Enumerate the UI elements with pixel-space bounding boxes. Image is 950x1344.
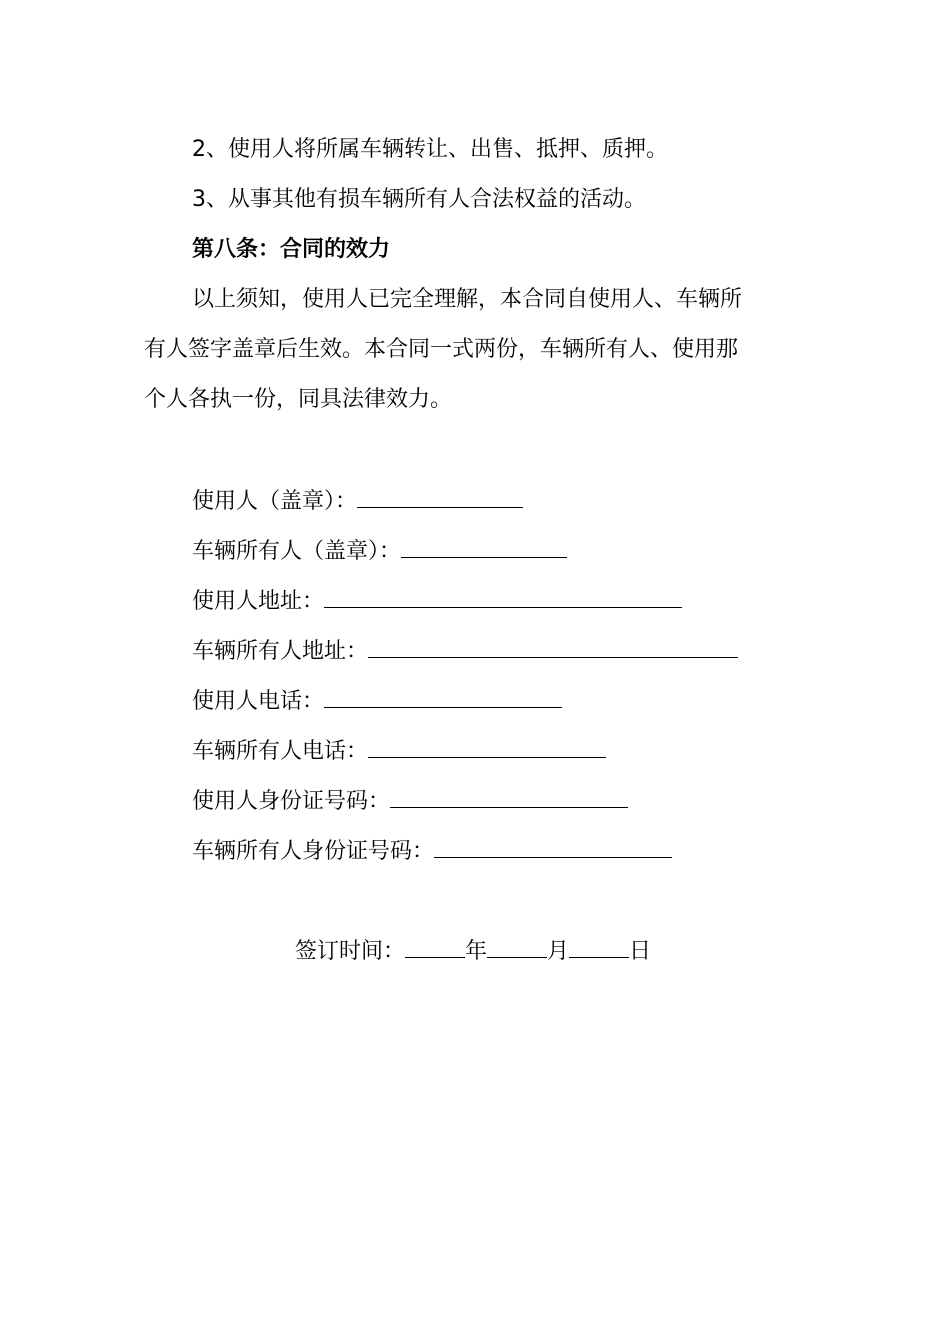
- owner-seal-label: 车辆所有人（盖章）：: [192, 539, 402, 564]
- user-address-label: 使用人地址：: [192, 589, 325, 614]
- signing-day-blank[interactable]: [569, 935, 629, 958]
- owner-phone-field: [192, 735, 606, 765]
- article-8-line-3: 个人各执一份，同具法律效力。: [144, 387, 453, 412]
- owner-seal-field: [192, 535, 567, 565]
- owner-address-field: [192, 635, 738, 665]
- user-id-label: 使用人身份证号码：: [192, 789, 391, 814]
- user-phone-field: [192, 685, 562, 715]
- user-id-field: [192, 785, 628, 815]
- owner-address-blank[interactable]: [368, 635, 738, 658]
- signing-date-label: 签订时间：: [295, 939, 406, 964]
- signing-year-blank[interactable]: [405, 935, 465, 958]
- owner-id-field: [192, 835, 672, 865]
- user-id-blank[interactable]: [390, 785, 628, 808]
- signing-date: [295, 935, 651, 965]
- article-8-title: 第八条：合同的效力: [192, 237, 391, 262]
- signing-month-unit: 月: [547, 939, 570, 964]
- signing-day-unit: 日: [629, 939, 652, 964]
- article-8-line-2: 有人签字盖章后生效。本合同一式两份，车辆所有人、使用那: [144, 337, 739, 362]
- owner-seal-blank[interactable]: [401, 535, 567, 558]
- signing-month-blank[interactable]: [487, 935, 547, 958]
- clause-item-2: 2、使用人将所属车辆转让、出售、抵押、质押。: [192, 137, 668, 162]
- user-seal-blank[interactable]: [357, 485, 523, 508]
- owner-phone-label: 车辆所有人电话：: [192, 739, 369, 764]
- owner-id-blank[interactable]: [434, 835, 672, 858]
- user-phone-blank[interactable]: [324, 685, 562, 708]
- user-address-field: [192, 585, 682, 615]
- signing-year-unit: 年: [465, 939, 488, 964]
- user-address-blank[interactable]: [324, 585, 682, 608]
- user-seal-label: 使用人（盖章）：: [192, 489, 358, 514]
- article-8-line-1: 以上须知，使用人已完全理解，本合同自使用人、车辆所: [192, 287, 743, 312]
- user-phone-label: 使用人电话：: [192, 689, 325, 714]
- user-seal-field: [192, 485, 523, 515]
- owner-id-label: 车辆所有人身份证号码：: [192, 839, 435, 864]
- clause-item-3: 3、从事其他有损车辆所有人合法权益的活动。: [192, 187, 646, 212]
- owner-phone-blank[interactable]: [368, 735, 606, 758]
- owner-address-label: 车辆所有人地址：: [192, 639, 369, 664]
